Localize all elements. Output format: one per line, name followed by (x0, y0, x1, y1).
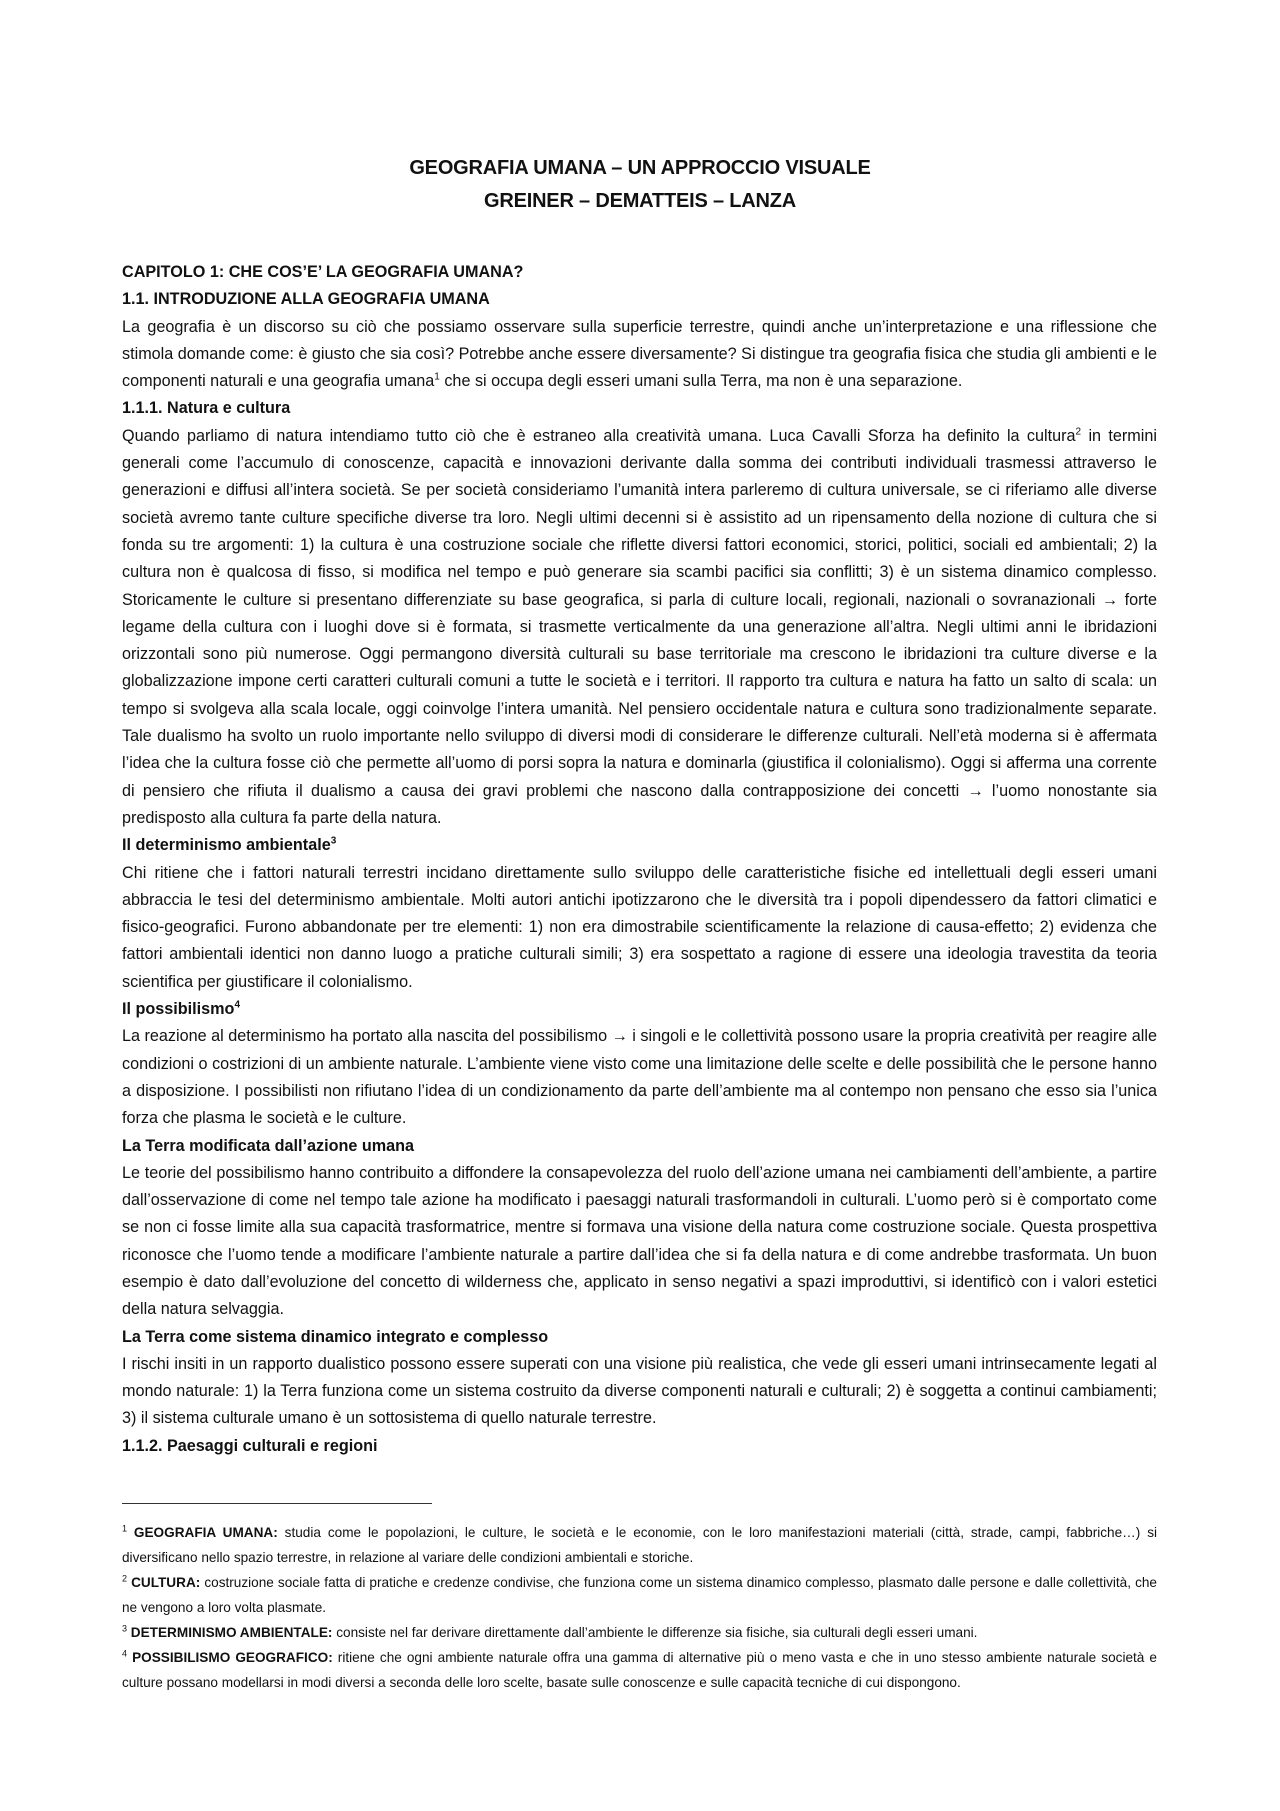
footnote-ref: 4 (234, 999, 240, 1011)
paragraph-possibilismo: La reazione al determinismo ha portato alla nascita del possibilismo → i singoli e le collettività possono usare la propria creatività per reagire alle condizioni o costrizioni di un ambiente naturale. L’ambiente viene visto come una limitazione delle scelte e delle possibilità che le persone hanno a disposizione. I possibilisti non rifiutano l’idea di un condizionamento da parte dell’ambiente ma al contempo non pensano che esso sia l’unica forza che plasma le società e le culture. (122, 1027, 1157, 1128)
footnote: $^3$ DETERMINISMO AMBIENTALE: consiste nel far derivare direttamente dall’ambiente le differenze sia fisiche, sia culturali degli esseri umani. (122, 1623, 978, 1640)
section-heading-1-1-1: 1.1.1. Natura e cultura (122, 399, 291, 418)
paragraph-natura-cultura: Quando parliamo di natura intendiamo tutto ciò che è estraneo alla creatività umana. Luca Cavalli Sforza ha definito la cultura$^2$ in termini generali come l’accumulo di conoscenze, capacità e innovazioni derivante dalla somma dei contributi individuali trasmessi attraverso le generazioni e diffusi all’intera società. Se per società consideriamo l’umanità intera parleremo di cultura universale, se ci riferiamo alle diverse società avremo tante culture specifiche diverse tra loro. Negli ultimi decenni si è assistito ad un ripensamento della nozione di cultura che si fonda su tre argomenti: 1) la cultura è una costruzione sociale che riflette diversi fattori economici, storici, politici, sociali ed ambientali; 2) la cultura non è qualcosa di fisso, si modifica nel tempo e può generare sia scambi pacifici sia conflitti; 3) è un sistema dinamico complesso. Storicamente le culture si presentano differenziate su base geografica, si parla di culture locali, regionali, nazionali o sovranazionali → forte legame della cultura con i luoghi dove si è formata, si trasmette verticalmente da una generazione all’altra. Negli ultimi anni le ibridazioni orizzontali sono più numerose. Oggi permangono diversità culturali su base territoriale ma crescono le ibridazioni tra culture diverse e la globalizzazione impone certi caratteri culturali comuni a tutte le società e i territori. Il rapporto tra cultura e natura ha fatto un salto di scala: un tempo si svolgeva alla scala locale, oggi coinvolge l’intera umanità. Nel pensiero occidentale natura e cultura sono tradizionalmente separate. Tale dualismo ha svolto un ruolo importante nello sviluppo di diversi modi di considerare le differenze culturali. Nell’età moderna si è affermata l’idea che la cultura fosse ciò che permette all’uomo di porsi sopra la natura e dominarla (giustifica il colonialismo). Oggi si afferma una corrente di pensiero che rifiuta il dualismo a causa dei gravi problemi che nascono dalla contrapposizione dei concetti → l’uomo nonostante sia predisposto alla cultura fa parte della natura. (122, 426, 1157, 827)
footnote-ref: 3 (330, 835, 337, 847)
chapter-heading: CAPITOLO 1: CHE COS’E’ LA GEOGRAFIA UMANA? (122, 263, 524, 281)
subheading-possibilismo: Il possibilismo$^4$ (122, 999, 240, 1019)
subheading-terra-sistema: La Terra come sistema dinamico integrato e complesso (122, 1327, 549, 1346)
footnote-ref: 1 (434, 371, 440, 383)
subheading-determinismo: Il determinismo ambientale$^3$ (122, 835, 337, 855)
paragraph-terra-modificata: Le teorie del possibilismo hanno contribuito a diffondere la consapevolezza del ruolo dell’azione umana nei cambiamenti dell’ambiente, a partire dall’osservazione di come nel tempo tale azione ha modificato i paesaggi naturali trasformandoli in culturali. L’uomo però si è comportato come se non ci fosse limite alla sua capacità trasformatrice, mentre si formava una visione della natura come costruzione sociale. Questa prospettiva riconosce che l’uomo tende a modificare l’ambiente naturale a partire dall’idea che si fa della natura e di come andrebbe trasformata. Un buon esempio è dato dall’evoluzione del concetto di wilderness che, applicato in senso negativi a spazi improduttivi, si identificò con i valori estetici della natura selvaggia. (122, 1163, 1157, 1319)
paragraph-intro: La geografia è un discorso su ciò che possiamo osservare sulla superficie terrestre, quindi anche un’interpretazione e una riflessione che stimola domande come: è giusto che sia così? Potrebbe anche essere diversamente? Si distingue tra geografia fisica che studia gli ambienti e le componenti naturali e una geografia umana$^1$ che si occupa degli esseri umani sulla Terra, ma non è una separazione. (122, 317, 1157, 391)
footnote-ref: 2 (1075, 426, 1082, 438)
footnote-separator (122, 1503, 432, 1504)
document-title: GEOGRAFIA UMANA – UN APPROCCIO VISUALE (409, 157, 871, 179)
footnote: $^1$ GEOGRAFIA UMANA: studia come le popolazioni, le culture, le società e le economie, con le loro manifestazioni materiali (città, strade, campi, fabbriche…) si diversificano nello spazio terrestre, in relazione al variare delle condizioni ambientali e storiche. (122, 1523, 1158, 1565)
document-authors: GREINER – DEMATTEIS – LANZA (483, 190, 797, 212)
paragraph-determinismo: Chi ritiene che i fattori naturali terrestri incidano direttamente sullo sviluppo delle caratteristiche fisiche ed intellettuali degli esseri umani abbraccia le tesi del determinismo ambientale. Molti autori antichi ipotizzarono che le diversità tra i popoli dipendessero da fattori climatici e fisico-geografici. Furono abbandonate per tre elementi: 1) non era dimostrabile scientificamente la relazione di causa-effetto; 2) evidenza che fattori ambientali identici non danno luogo a pratiche culturali simili; 3) era sospettato a ragione di essere una ideologia travestita da teoria scientifica per giustificare il colonialismo. (122, 863, 1157, 991)
document-body (122, 259, 1157, 1460)
paragraph-terra-sistema: I rischi insiti in un rapporto dualistico possono essere superati con una visione più realistica, che vede gli esseri umani intrinsecamente legati al mondo naturale: 1) la Terra funziona come un sistema costruito da diverse componenti naturali e culturali; 2) è soggetta a continui cambiamenti; 3) il sistema culturale umano è un sottosistema di quello naturale terrestre. (122, 1354, 1157, 1428)
footnote: $^2$ CULTURA: costruzione sociale fatta di pratiche e credenze condivise, che funziona come un sistema dinamico complesso, plasmato dalle persone e dalle collettività, che ne vengono a loro volta plasmate. (122, 1573, 1157, 1615)
subheading-terra-modificata: La Terra modificata dall’azione umana (122, 1136, 415, 1155)
section-heading-1-1-2: 1.1.2. Paesaggi culturali e regioni (122, 1436, 378, 1455)
footnotes (122, 1520, 1157, 1695)
footnote: $^4$ POSSIBILISMO GEOGRAFICO: ritiene che ogni ambiente naturale offra una gamma di alternative più o meno vasta e che in uno stesso ambiente naturale società e culture possano modellarsi in modi diversi a seconda delle loro scelte, basate sulle conoscenze e sulle capacità tecniche di cui dispongono. (122, 1648, 1157, 1690)
section-heading-1-1: 1.1. INTRODUZIONE ALLA GEOGRAFIA UMANA (122, 290, 490, 309)
